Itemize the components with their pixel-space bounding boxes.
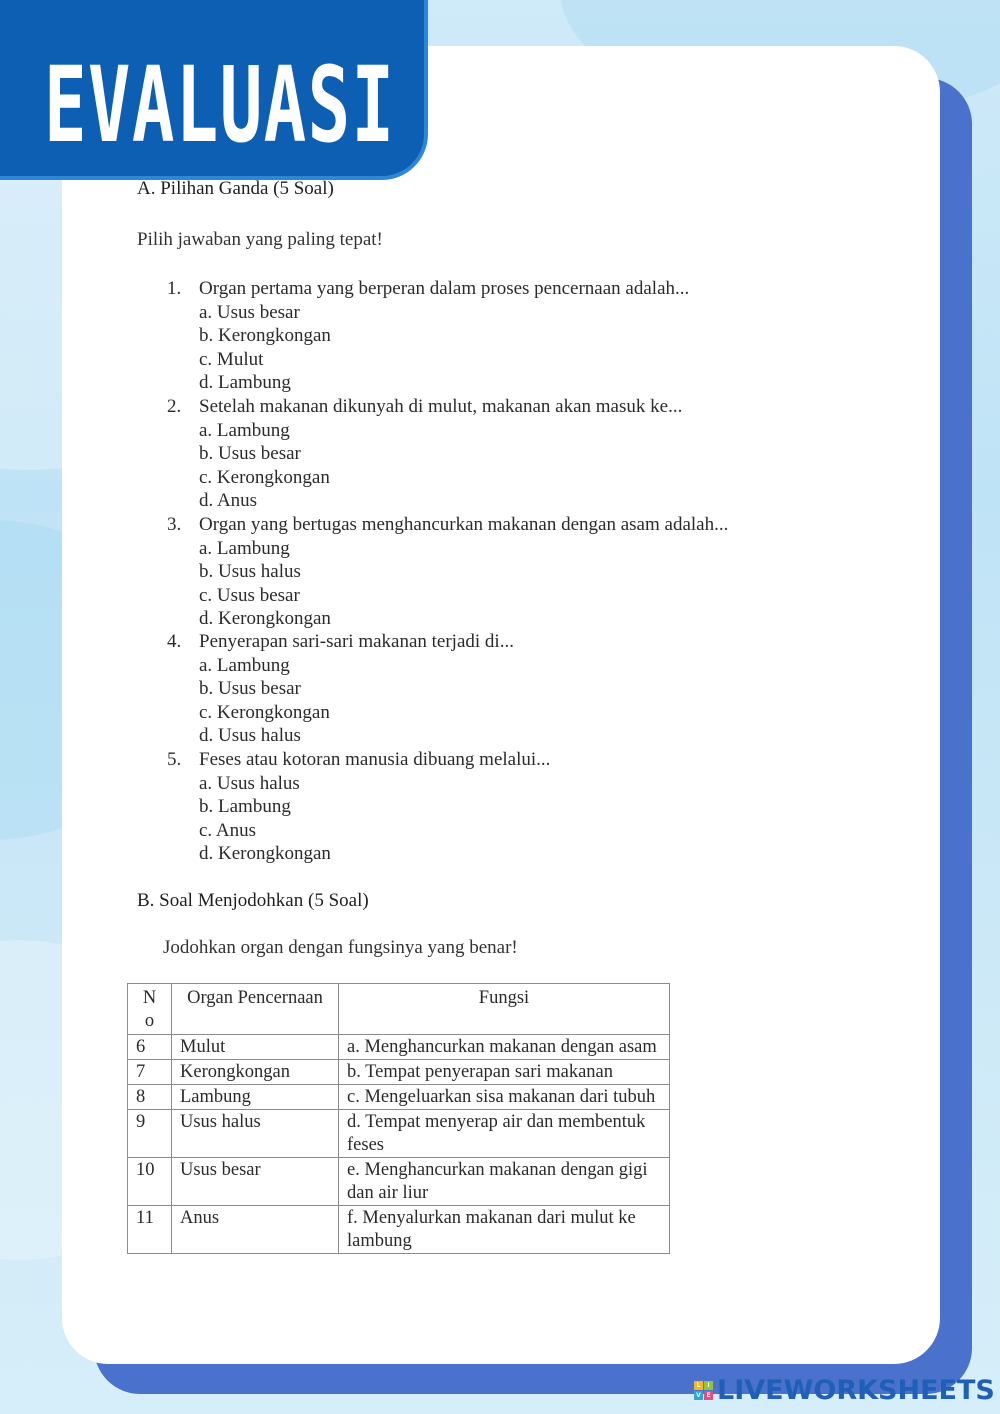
question-1 <box>167 277 689 395</box>
function-text[interactable]: b. Tempat penyerapan sari makanan <box>339 1060 670 1085</box>
answer-option[interactable]: c. Kerongkongan <box>199 701 330 723</box>
row-number: 8 <box>128 1085 172 1110</box>
organ-name[interactable]: Lambung <box>172 1085 339 1110</box>
table-row <box>128 1158 670 1206</box>
question-3 <box>167 513 728 631</box>
liveworksheets-mark-icon <box>694 1381 713 1400</box>
row-number: 6 <box>128 1035 172 1060</box>
page-title: EVALUASI <box>44 44 396 166</box>
mark-cell: L <box>694 1381 703 1390</box>
question-number: 2. <box>167 396 182 417</box>
mark-cell: V <box>694 1391 703 1400</box>
table-row <box>128 1110 670 1158</box>
table-row <box>128 1085 670 1110</box>
answer-option[interactable]: c. Anus <box>199 819 256 841</box>
answer-option[interactable]: b. Kerongkongan <box>199 325 331 346</box>
answer-option[interactable]: d. Anus <box>199 490 258 511</box>
answer-option[interactable]: b. Usus besar <box>199 443 301 464</box>
function-text[interactable]: a. Menghancurkan makanan dengan asam <box>339 1035 670 1060</box>
row-number: 9 <box>128 1110 172 1158</box>
question-number: 4. <box>167 631 182 652</box>
section-a-heading: A. Pilihan Ganda (5 Soal) <box>137 178 334 199</box>
matching-table <box>127 983 670 1254</box>
table-row <box>128 1035 670 1060</box>
question-text: Setelah makanan dikunyah di mulut, makanan akan masuk ke... <box>199 396 683 417</box>
answer-option[interactable]: b. Usus besar <box>199 678 301 699</box>
organ-name[interactable]: Usus halus <box>172 1110 339 1158</box>
answer-option[interactable]: b. Usus halus <box>199 561 301 582</box>
row-number: 11 <box>128 1206 172 1254</box>
table-row <box>128 1060 670 1085</box>
answer-option[interactable]: a. Lambung <box>199 654 290 676</box>
question-text: Organ yang bertugas menghancurkan makanan dengan asam adalah... <box>199 514 729 535</box>
table-header-row <box>128 984 670 1035</box>
function-text[interactable]: c. Mengeluarkan sisa makanan dari tubuh <box>339 1085 670 1110</box>
question-text: Organ pertama yang berperan dalam proses pencernaan adalah... <box>199 278 690 299</box>
organ-name[interactable]: Kerongkongan <box>172 1060 339 1085</box>
function-text[interactable]: d. Tempat menyerap air dan membentuk feses <box>339 1110 670 1158</box>
question-text: Penyerapan sari-sari makanan terjadi di... <box>199 631 514 652</box>
question-number: 1. <box>167 278 182 299</box>
answer-option[interactable]: c. Usus besar <box>199 584 300 606</box>
row-number: 10 <box>128 1158 172 1206</box>
question-text: Feses atau kotoran manusia dibuang melalui... <box>199 749 551 770</box>
answer-option[interactable]: c. Kerongkongan <box>199 466 330 488</box>
section-b-heading: B. Soal Menjodohkan (5 Soal) <box>137 890 369 911</box>
answer-option[interactable]: a. Usus besar <box>199 301 300 323</box>
column-header-fungsi: Fungsi <box>339 984 670 1035</box>
mark-cell: I <box>704 1381 713 1390</box>
answer-option[interactable]: d. Kerongkongan <box>199 608 331 629</box>
question-2 <box>167 395 682 513</box>
answer-option[interactable]: d. Lambung <box>199 372 291 393</box>
question-5 <box>167 748 550 866</box>
column-header-no: N o <box>128 984 172 1035</box>
brand-name: LIVEWORKSHEETS <box>717 1374 995 1406</box>
liveworksheets-logo[interactable] <box>694 1375 995 1405</box>
question-number: 5. <box>167 749 182 770</box>
question-number: 3. <box>167 514 182 535</box>
table-row <box>128 1206 670 1254</box>
organ-name[interactable]: Anus <box>172 1206 339 1254</box>
answer-option[interactable]: b. Lambung <box>199 796 291 817</box>
section-b-instruction: Jodohkan organ dengan fungsinya yang benar! <box>163 937 518 958</box>
answer-option[interactable]: c. Mulut <box>199 348 264 370</box>
organ-name[interactable]: Mulut <box>172 1035 339 1060</box>
organ-name[interactable]: Usus besar <box>172 1158 339 1206</box>
section-a-instruction: Pilih jawaban yang paling tepat! <box>137 229 383 250</box>
answer-option[interactable]: a. Usus halus <box>199 772 300 794</box>
column-header-organ: Organ Pencernaan <box>172 984 339 1035</box>
answer-option[interactable]: a. Lambung <box>199 537 290 559</box>
function-text[interactable]: f. Menyalurkan makanan dari mulut ke lambung <box>339 1206 670 1254</box>
answer-option[interactable]: d. Usus halus <box>199 725 301 746</box>
mark-cell: E <box>704 1391 713 1400</box>
answer-option[interactable]: a. Lambung <box>199 419 290 441</box>
function-text[interactable]: e. Menghancurkan makanan dengan gigi dan air liur <box>339 1158 670 1206</box>
question-4 <box>167 630 514 748</box>
row-number: 7 <box>128 1060 172 1085</box>
answer-option[interactable]: d. Kerongkongan <box>199 843 331 864</box>
